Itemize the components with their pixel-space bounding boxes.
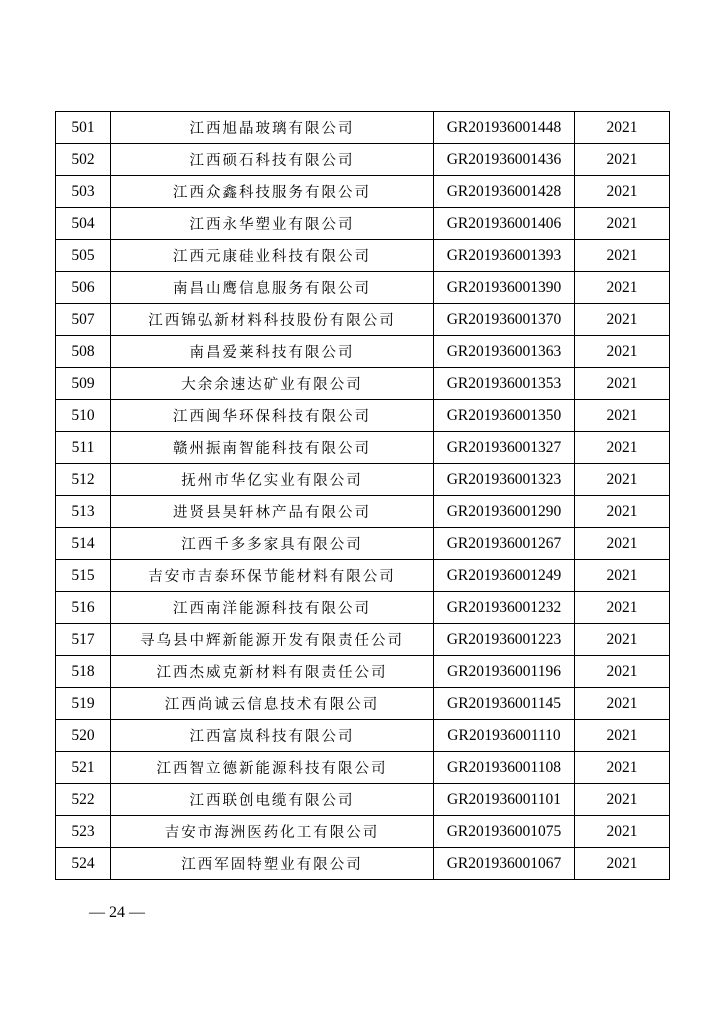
table-row (56, 368, 670, 400)
certificate-number-cell: GR201936001448 (434, 112, 575, 144)
year-cell: 2021 (575, 464, 670, 496)
row-number-cell: 513 (56, 496, 111, 528)
year-cell: 2021 (575, 624, 670, 656)
year-cell: 2021 (575, 816, 670, 848)
table-row (56, 592, 670, 624)
year-cell: 2021 (575, 208, 670, 240)
year-cell: 2021 (575, 592, 670, 624)
certificate-number-cell: GR201936001108 (434, 752, 575, 784)
company-name-cell: 南昌山鹰信息服务有限公司 (111, 272, 434, 304)
year-cell: 2021 (575, 688, 670, 720)
table-row (56, 752, 670, 784)
company-name-cell: 南昌爱莱科技有限公司 (111, 336, 434, 368)
year-cell: 2021 (575, 720, 670, 752)
company-name-cell: 进贤县昊轩林产品有限公司 (111, 496, 434, 528)
certificate-number-cell: GR201936001196 (434, 656, 575, 688)
company-name-cell: 江西联创电缆有限公司 (111, 784, 434, 816)
year-cell: 2021 (575, 848, 670, 880)
year-cell: 2021 (575, 528, 670, 560)
table-row (56, 496, 670, 528)
row-number-cell: 522 (56, 784, 111, 816)
certificate-number-cell: GR201936001145 (434, 688, 575, 720)
company-name-cell: 江西军固特塑业有限公司 (111, 848, 434, 880)
page-number: — 24 — (89, 904, 145, 921)
certificate-number-cell: GR201936001428 (434, 176, 575, 208)
certificate-number-cell: GR201936001232 (434, 592, 575, 624)
company-name-cell: 江西尚诚云信息技术有限公司 (111, 688, 434, 720)
row-number-cell: 509 (56, 368, 111, 400)
row-number-cell: 504 (56, 208, 111, 240)
company-name-cell: 吉安市海洲医药化工有限公司 (111, 816, 434, 848)
certificate-number-cell: GR201936001406 (434, 208, 575, 240)
row-number-cell: 521 (56, 752, 111, 784)
row-number-cell: 505 (56, 240, 111, 272)
row-number-cell: 517 (56, 624, 111, 656)
table-row (56, 432, 670, 464)
table-row (56, 560, 670, 592)
table-row (56, 240, 670, 272)
year-cell: 2021 (575, 272, 670, 304)
table-row (56, 656, 670, 688)
company-name-cell: 赣州振南智能科技有限公司 (111, 432, 434, 464)
certificate-number-cell: GR201936001323 (434, 464, 575, 496)
certificate-number-cell: GR201936001290 (434, 496, 575, 528)
row-number-cell: 514 (56, 528, 111, 560)
company-name-cell: 江西南洋能源科技有限公司 (111, 592, 434, 624)
year-cell: 2021 (575, 400, 670, 432)
table-row (56, 400, 670, 432)
table-row (56, 720, 670, 752)
table-row (56, 144, 670, 176)
company-name-cell: 江西杰威克新材料有限责任公司 (111, 656, 434, 688)
year-cell: 2021 (575, 240, 670, 272)
company-name-cell: 江西硕石科技有限公司 (111, 144, 434, 176)
certificate-number-cell: GR201936001327 (434, 432, 575, 464)
row-number-cell: 523 (56, 816, 111, 848)
row-number-cell: 518 (56, 656, 111, 688)
table-row (56, 624, 670, 656)
company-name-cell: 江西永华塑业有限公司 (111, 208, 434, 240)
certificate-number-cell: GR201936001101 (434, 784, 575, 816)
company-name-cell: 江西众鑫科技服务有限公司 (111, 176, 434, 208)
company-name-cell: 江西富岚科技有限公司 (111, 720, 434, 752)
company-name-cell: 江西旭晶玻璃有限公司 (111, 112, 434, 144)
certificate-number-cell: GR201936001436 (434, 144, 575, 176)
certificate-number-cell: GR201936001353 (434, 368, 575, 400)
company-table-body (56, 112, 670, 880)
row-number-cell: 512 (56, 464, 111, 496)
company-name-cell: 寻乌县中辉新能源开发有限责任公司 (111, 624, 434, 656)
certificate-number-cell: GR201936001223 (434, 624, 575, 656)
year-cell: 2021 (575, 432, 670, 464)
year-cell: 2021 (575, 560, 670, 592)
year-cell: 2021 (575, 784, 670, 816)
table-row (56, 848, 670, 880)
company-name-cell: 江西闽华环保科技有限公司 (111, 400, 434, 432)
row-number-cell: 501 (56, 112, 111, 144)
table-row (56, 464, 670, 496)
year-cell: 2021 (575, 752, 670, 784)
table-row (56, 176, 670, 208)
table-row (56, 208, 670, 240)
company-name-cell: 江西千多多家具有限公司 (111, 528, 434, 560)
row-number-cell: 510 (56, 400, 111, 432)
table-row (56, 304, 670, 336)
year-cell: 2021 (575, 368, 670, 400)
certificate-number-cell: GR201936001350 (434, 400, 575, 432)
year-cell: 2021 (575, 176, 670, 208)
company-table (55, 111, 670, 880)
company-name-cell: 江西元康硅业科技有限公司 (111, 240, 434, 272)
company-name-cell: 抚州市华亿实业有限公司 (111, 464, 434, 496)
certificate-number-cell: GR201936001067 (434, 848, 575, 880)
certificate-number-cell: GR201936001370 (434, 304, 575, 336)
company-table-container (55, 111, 667, 880)
row-number-cell: 502 (56, 144, 111, 176)
row-number-cell: 506 (56, 272, 111, 304)
company-name-cell: 吉安市吉泰环保节能材料有限公司 (111, 560, 434, 592)
table-row (56, 528, 670, 560)
certificate-number-cell: GR201936001249 (434, 560, 575, 592)
year-cell: 2021 (575, 496, 670, 528)
row-number-cell: 519 (56, 688, 111, 720)
certificate-number-cell: GR201936001110 (434, 720, 575, 752)
year-cell: 2021 (575, 336, 670, 368)
table-row (56, 336, 670, 368)
company-name-cell: 江西锦弘新材料科技股份有限公司 (111, 304, 434, 336)
table-row (56, 784, 670, 816)
table-row (56, 272, 670, 304)
table-row (56, 688, 670, 720)
certificate-number-cell: GR201936001267 (434, 528, 575, 560)
row-number-cell: 520 (56, 720, 111, 752)
company-name-cell: 江西智立德新能源科技有限公司 (111, 752, 434, 784)
table-row (56, 112, 670, 144)
row-number-cell: 507 (56, 304, 111, 336)
year-cell: 2021 (575, 304, 670, 336)
certificate-number-cell: GR201936001393 (434, 240, 575, 272)
company-name-cell: 大余余速达矿业有限公司 (111, 368, 434, 400)
row-number-cell: 524 (56, 848, 111, 880)
row-number-cell: 515 (56, 560, 111, 592)
row-number-cell: 511 (56, 432, 111, 464)
certificate-number-cell: GR201936001390 (434, 272, 575, 304)
year-cell: 2021 (575, 144, 670, 176)
table-row (56, 816, 670, 848)
row-number-cell: 503 (56, 176, 111, 208)
certificate-number-cell: GR201936001075 (434, 816, 575, 848)
row-number-cell: 516 (56, 592, 111, 624)
year-cell: 2021 (575, 112, 670, 144)
certificate-number-cell: GR201936001363 (434, 336, 575, 368)
row-number-cell: 508 (56, 336, 111, 368)
year-cell: 2021 (575, 656, 670, 688)
